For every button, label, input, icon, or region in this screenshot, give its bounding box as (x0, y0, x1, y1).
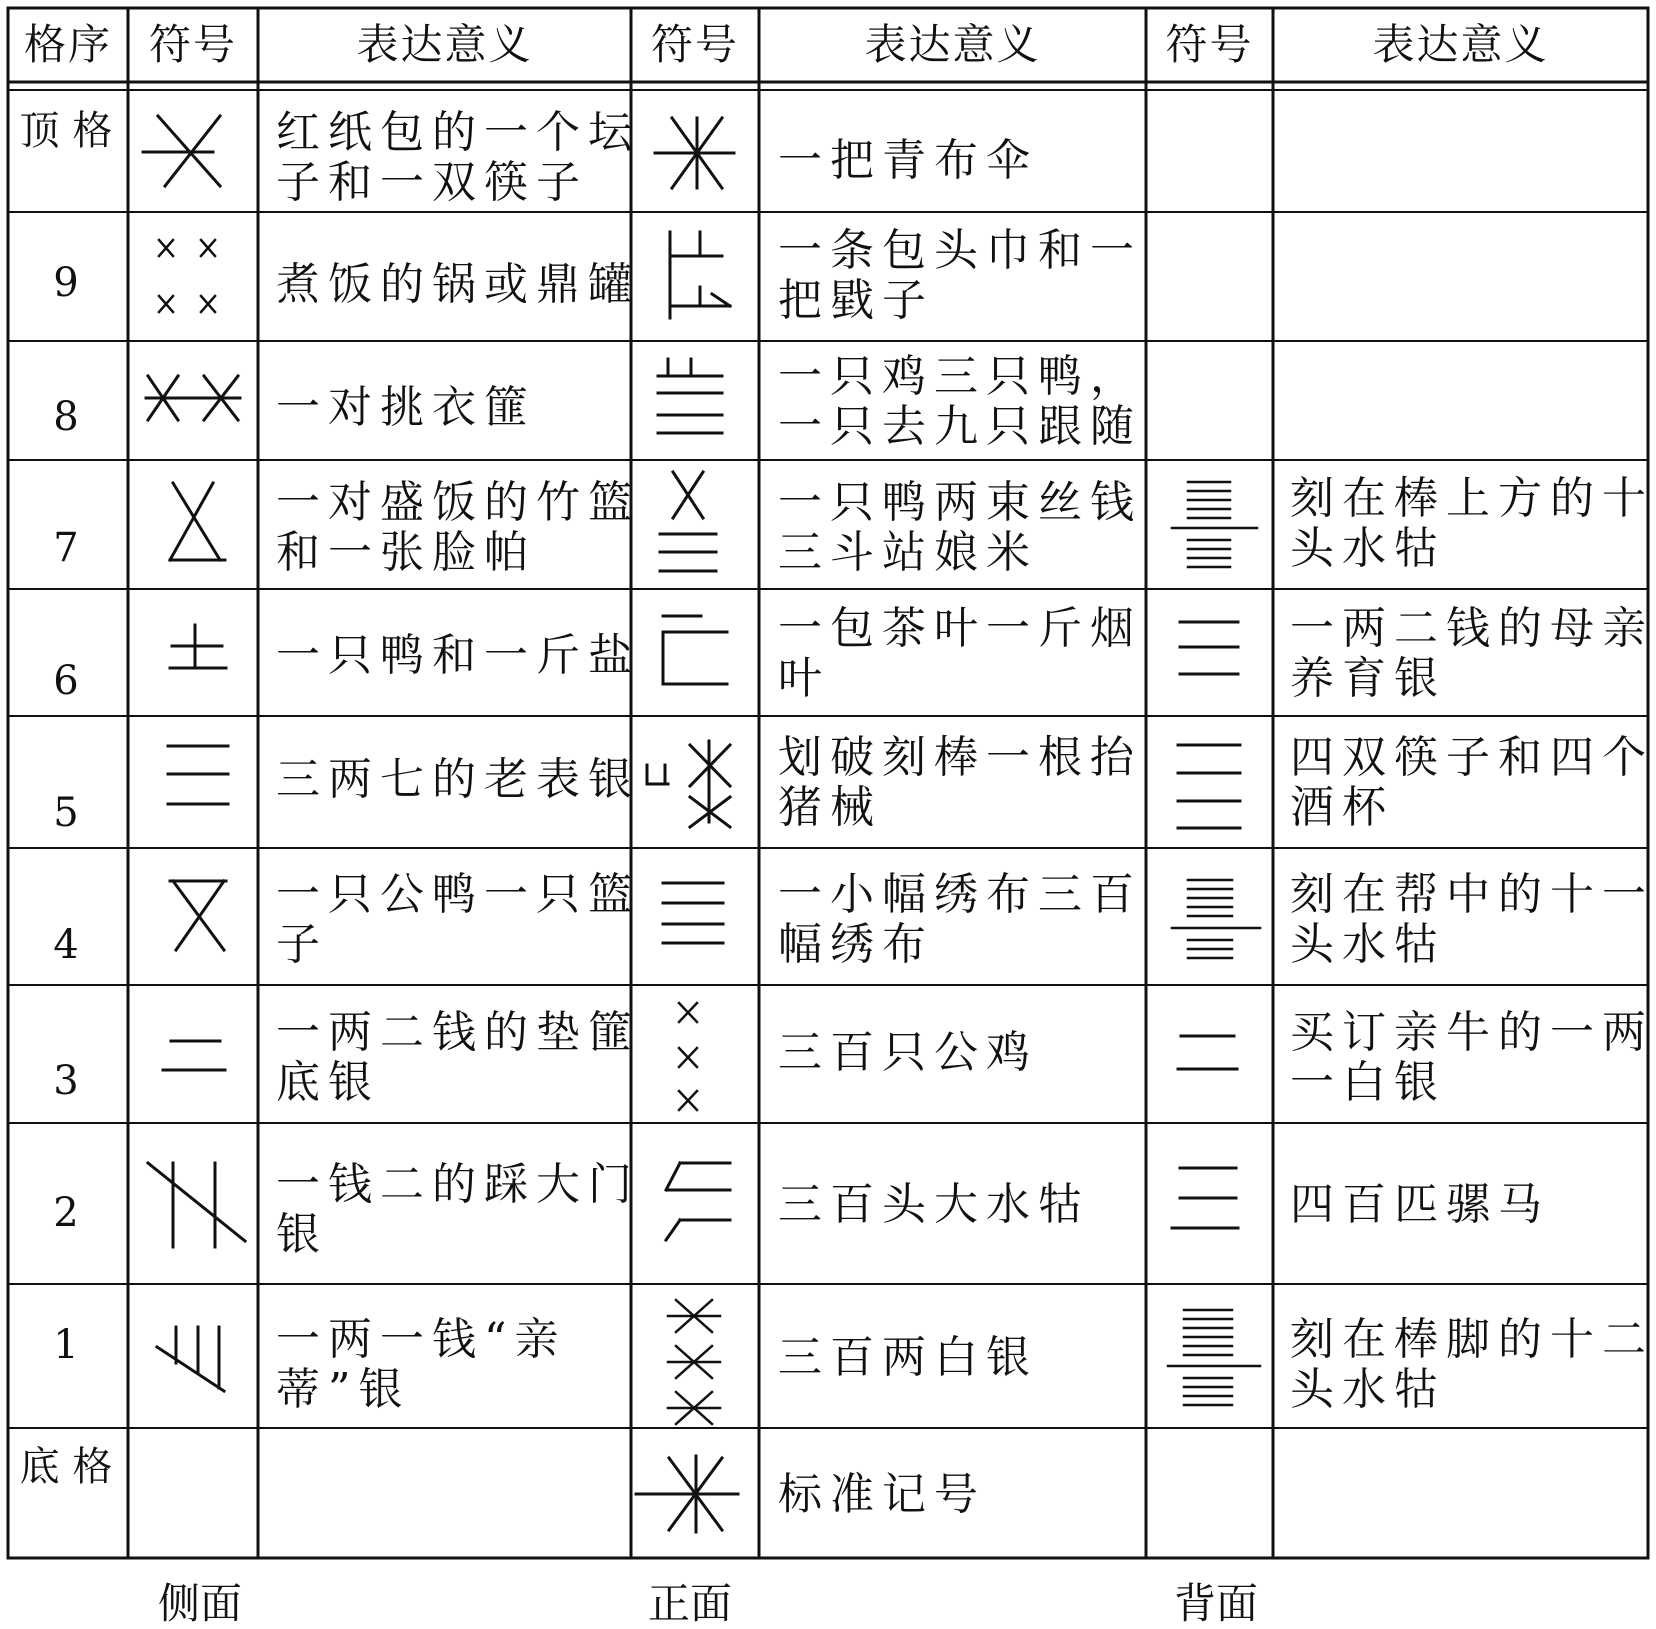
back-meaning: 一两二钱的母亲 养育银 (1290, 603, 1654, 704)
front-meaning: 一小幅绣布三百 幅绣布 (778, 869, 1142, 970)
side-symbol-4 (170, 881, 226, 950)
back-symbol-5 (1178, 745, 1240, 828)
side-meaning: 一对挑衣篚 (276, 382, 536, 433)
back-symbol-4 (1172, 880, 1260, 958)
front-meaning: 三百只公鸡 (778, 1027, 1038, 1078)
back-meaning: 刻在棒上方的十 头水牯 (1290, 473, 1654, 574)
front-symbol-5 (647, 741, 730, 827)
front-meaning: 标准记号 (778, 1469, 986, 1520)
front-symbol-7 (660, 472, 716, 571)
front-symbol-8 (658, 359, 722, 433)
front-symbol-4 (663, 883, 723, 943)
side-meaning: 一对盛饭的竹篮 和一张脸帕 (276, 477, 640, 578)
front-meaning: 一把青布伞 (778, 135, 1038, 186)
row-order: 2 (53, 1190, 79, 1236)
side-symbol-1 (157, 1327, 224, 1391)
footer-side-label: 侧面 (158, 1579, 243, 1628)
header-side-meaning: 表达意义 (356, 20, 533, 69)
row-order: 5 (53, 790, 79, 836)
side-meaning: 一只鸭和一斤盐 (276, 630, 640, 681)
side-symbol-2 (148, 1163, 245, 1247)
header-back-symbol: 符号 (1165, 20, 1254, 69)
side-meaning: 一钱二的踩大门 银 (276, 1159, 640, 1260)
footer-back-label: 背面 (1174, 1579, 1259, 1628)
side-meaning: 红纸包的一个坛 子和一双筷子 (276, 107, 640, 208)
side-meaning: 一只公鸭一只篮 子 (276, 869, 640, 970)
header-front-meaning: 表达意义 (864, 20, 1041, 69)
row-order: 3 (53, 1058, 79, 1104)
side-symbol-7 (170, 483, 225, 560)
row-order: 4 (53, 922, 79, 968)
front-meaning: 一包茶叶一斤烟 叶 (778, 603, 1142, 704)
side-meaning: 煮饭的锅或鼎罐 (276, 259, 640, 310)
back-meaning: 四双筷子和四个 酒杯 (1290, 732, 1654, 833)
header-front-symbol: 符号 (650, 20, 739, 69)
side-meaning: 一两一钱“亲 蒂”银 (276, 1314, 567, 1415)
side-symbol-top (143, 116, 220, 186)
front-meaning: 一条包头巾和一 把戥子 (778, 225, 1142, 326)
front-symbol-bottom (636, 1456, 738, 1532)
back-symbol-6 (1180, 622, 1238, 674)
footer-front-label: 正面 (648, 1579, 733, 1628)
row-order: 底 格 (19, 1444, 113, 1490)
side-symbol-8 (146, 376, 240, 420)
side-symbol-5 (168, 746, 228, 804)
front-symbol-9 (670, 232, 730, 318)
front-symbol-top (655, 118, 734, 188)
back-symbol-2 (1172, 1168, 1238, 1228)
header-back-meaning: 表达意义 (1372, 20, 1549, 69)
row-order: 1 (53, 1322, 79, 1368)
header-side-symbol: 符号 (148, 20, 237, 69)
front-meaning: 三百头大水牯 (778, 1179, 1090, 1230)
side-symbol-6 (170, 625, 226, 668)
front-meaning: 划破刻棒一根抬 猪械 (778, 732, 1142, 833)
front-meaning: 一只鸭两束丝钱 三斗站娘米 (778, 477, 1142, 578)
side-meaning: 一两二钱的垫篚 底银 (276, 1007, 640, 1108)
header-order: 格序 (23, 20, 112, 69)
front-symbol-2 (666, 1163, 730, 1240)
front-meaning: 一只鸡三只鸭， 一只去九只跟随 (778, 351, 1142, 452)
back-symbol-7 (1172, 482, 1257, 567)
row-order: 顶 格 (19, 108, 113, 154)
front-symbol-3 (679, 1003, 697, 1110)
row-order: 9 (53, 260, 79, 306)
side-symbol-3 (163, 1041, 225, 1070)
back-symbol-3 (1178, 1036, 1237, 1069)
side-meaning: 三两七的老表银 (276, 754, 640, 805)
front-symbol-6 (663, 616, 727, 684)
back-meaning: 刻在帮中的十一 头水牯 (1290, 869, 1654, 970)
row-order: 7 (53, 525, 79, 571)
row-order: 6 (53, 658, 79, 704)
side-symbol-9 (159, 240, 215, 312)
back-symbol-1 (1168, 1310, 1260, 1405)
front-meaning: 三百两白银 (778, 1332, 1038, 1383)
row-order: 8 (53, 394, 79, 440)
back-meaning: 买订亲牛的一两 一白银 (1290, 1007, 1654, 1108)
back-meaning: 刻在棒脚的十二 头水牯 (1290, 1314, 1654, 1415)
front-symbol-1 (668, 1300, 720, 1424)
back-meaning: 四百匹骡马 (1290, 1179, 1550, 1230)
